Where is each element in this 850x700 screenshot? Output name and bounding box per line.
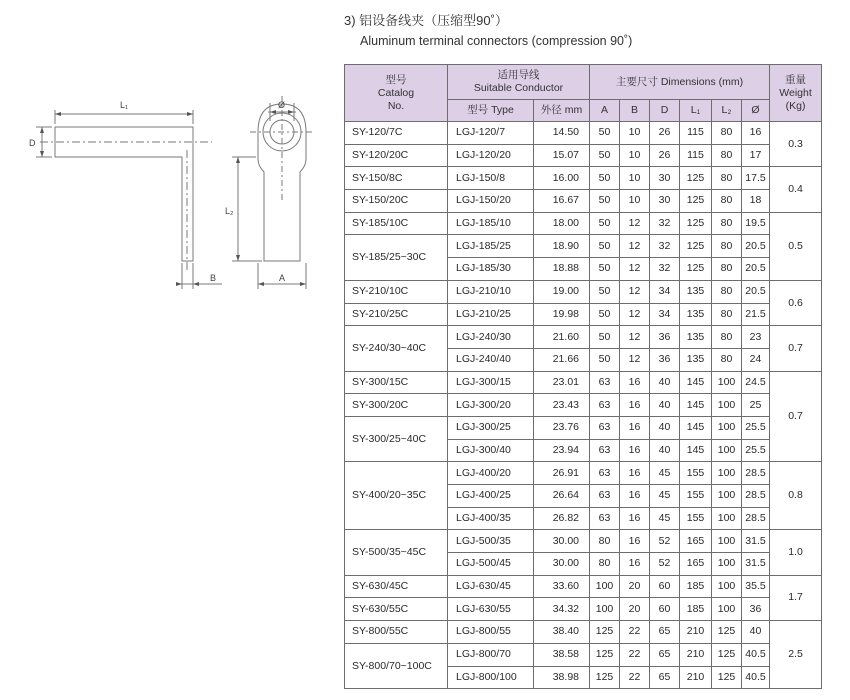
cell-od: 33.60 bbox=[534, 575, 590, 598]
cell-l2: 80 bbox=[712, 348, 742, 371]
cell-l1: 125 bbox=[680, 235, 712, 258]
cell-a: 50 bbox=[590, 235, 620, 258]
cell-l2: 80 bbox=[712, 326, 742, 349]
cell-l2: 100 bbox=[712, 598, 742, 621]
cell-d: 60 bbox=[650, 575, 680, 598]
header-dimensions: 主要尺寸 Dimensions (mm) bbox=[590, 65, 770, 100]
spec-table bbox=[344, 64, 822, 689]
cell-d: 26 bbox=[650, 144, 680, 167]
cell-phi: 28.5 bbox=[742, 507, 770, 530]
cell-od: 21.60 bbox=[534, 326, 590, 349]
cell-weight: 1.7 bbox=[770, 575, 822, 620]
cell-catalog: SY-300/25~40C bbox=[345, 416, 448, 461]
cell-catalog: SY-400/20~35C bbox=[345, 462, 448, 530]
cell-l2: 80 bbox=[712, 167, 742, 190]
cell-phi: 36 bbox=[742, 598, 770, 621]
table-row bbox=[345, 598, 822, 621]
header-weight: 重量 Weight (Kg) bbox=[770, 65, 822, 122]
cell-catalog: SY-500/35~45C bbox=[345, 530, 448, 575]
cell-phi: 20.5 bbox=[742, 258, 770, 281]
cell-phi: 17 bbox=[742, 144, 770, 167]
cell-phi: 35.5 bbox=[742, 575, 770, 598]
cell-phi: 31.5 bbox=[742, 530, 770, 553]
cell-phi: 40 bbox=[742, 621, 770, 644]
cell-b: 16 bbox=[620, 394, 650, 417]
cell-type: LGJ-185/25 bbox=[448, 235, 534, 258]
header-od: 外径 mm bbox=[534, 100, 590, 122]
table-row bbox=[345, 280, 822, 303]
cell-d: 34 bbox=[650, 280, 680, 303]
cell-l2: 125 bbox=[712, 621, 742, 644]
cell-catalog: SY-185/10C bbox=[345, 212, 448, 235]
cell-l2: 100 bbox=[712, 462, 742, 485]
cell-a: 63 bbox=[590, 485, 620, 508]
cell-l1: 145 bbox=[680, 371, 712, 394]
cell-d: 30 bbox=[650, 190, 680, 213]
cell-catalog: SY-800/55C bbox=[345, 621, 448, 644]
cell-a: 125 bbox=[590, 666, 620, 689]
cell-b: 12 bbox=[620, 258, 650, 281]
cell-weight: 2.5 bbox=[770, 621, 822, 689]
cell-a: 63 bbox=[590, 394, 620, 417]
cell-a: 63 bbox=[590, 416, 620, 439]
cell-phi: 21.5 bbox=[742, 303, 770, 326]
cell-l1: 135 bbox=[680, 280, 712, 303]
cell-a: 63 bbox=[590, 507, 620, 530]
cell-b: 16 bbox=[620, 553, 650, 576]
cell-phi: 16 bbox=[742, 122, 770, 145]
cell-a: 50 bbox=[590, 326, 620, 349]
table-body bbox=[345, 122, 822, 689]
cell-type: LGJ-800/70 bbox=[448, 643, 534, 666]
cell-l2: 100 bbox=[712, 530, 742, 553]
cell-l1: 210 bbox=[680, 666, 712, 689]
label-b: B bbox=[210, 273, 217, 283]
cell-l2: 100 bbox=[712, 485, 742, 508]
cell-a: 80 bbox=[590, 530, 620, 553]
table-row bbox=[345, 144, 822, 167]
cell-a: 63 bbox=[590, 439, 620, 462]
cell-type: LGJ-210/10 bbox=[448, 280, 534, 303]
cell-l2: 100 bbox=[712, 553, 742, 576]
cell-type: LGJ-210/25 bbox=[448, 303, 534, 326]
cell-l2: 100 bbox=[712, 394, 742, 417]
cell-od: 23.01 bbox=[534, 371, 590, 394]
cell-od: 21.66 bbox=[534, 348, 590, 371]
cell-l1: 115 bbox=[680, 144, 712, 167]
cell-d: 45 bbox=[650, 507, 680, 530]
connector-dimension-drawing bbox=[0, 0, 340, 300]
cell-d: 40 bbox=[650, 416, 680, 439]
cell-l1: 165 bbox=[680, 530, 712, 553]
cell-l1: 210 bbox=[680, 621, 712, 644]
table-row bbox=[345, 303, 822, 326]
cell-od: 23.76 bbox=[534, 416, 590, 439]
cell-d: 34 bbox=[650, 303, 680, 326]
cell-catalog: SY-150/20C bbox=[345, 190, 448, 213]
cell-d: 40 bbox=[650, 371, 680, 394]
cell-d: 65 bbox=[650, 643, 680, 666]
cell-b: 22 bbox=[620, 643, 650, 666]
cell-type: LGJ-500/35 bbox=[448, 530, 534, 553]
cell-od: 16.67 bbox=[534, 190, 590, 213]
cell-d: 32 bbox=[650, 258, 680, 281]
cell-phi: 40.5 bbox=[742, 666, 770, 689]
cell-a: 125 bbox=[590, 643, 620, 666]
cell-type: LGJ-150/8 bbox=[448, 167, 534, 190]
cell-a: 50 bbox=[590, 348, 620, 371]
cell-l1: 155 bbox=[680, 485, 712, 508]
cell-od: 23.94 bbox=[534, 439, 590, 462]
cell-l2: 80 bbox=[712, 212, 742, 235]
cell-b: 10 bbox=[620, 122, 650, 145]
cell-b: 12 bbox=[620, 348, 650, 371]
cell-b: 16 bbox=[620, 462, 650, 485]
cell-phi: 25.5 bbox=[742, 439, 770, 462]
table-row bbox=[345, 621, 822, 644]
cell-b: 12 bbox=[620, 303, 650, 326]
cell-phi: 17.5 bbox=[742, 167, 770, 190]
cell-b: 16 bbox=[620, 371, 650, 394]
cell-type: LGJ-150/20 bbox=[448, 190, 534, 213]
cell-b: 20 bbox=[620, 598, 650, 621]
cell-b: 10 bbox=[620, 144, 650, 167]
table-row bbox=[345, 167, 822, 190]
cell-d: 36 bbox=[650, 326, 680, 349]
cell-weight: 0.4 bbox=[770, 167, 822, 212]
cell-type: LGJ-185/10 bbox=[448, 212, 534, 235]
cell-type: LGJ-240/40 bbox=[448, 348, 534, 371]
cell-weight: 0.6 bbox=[770, 280, 822, 325]
cell-catalog: SY-210/10C bbox=[345, 280, 448, 303]
cell-od: 26.91 bbox=[534, 462, 590, 485]
header-phi: Ø bbox=[742, 100, 770, 122]
cell-l1: 125 bbox=[680, 212, 712, 235]
cell-l1: 115 bbox=[680, 122, 712, 145]
table-row bbox=[345, 643, 822, 666]
cell-b: 12 bbox=[620, 212, 650, 235]
cell-b: 16 bbox=[620, 485, 650, 508]
cell-b: 12 bbox=[620, 280, 650, 303]
cell-b: 12 bbox=[620, 235, 650, 258]
cell-l1: 155 bbox=[680, 462, 712, 485]
cell-a: 125 bbox=[590, 621, 620, 644]
label-d: D bbox=[29, 138, 36, 148]
cell-type: LGJ-300/20 bbox=[448, 394, 534, 417]
cell-l2: 100 bbox=[712, 416, 742, 439]
table-row bbox=[345, 530, 822, 553]
cell-b: 16 bbox=[620, 530, 650, 553]
cell-l2: 80 bbox=[712, 303, 742, 326]
cell-phi: 24 bbox=[742, 348, 770, 371]
cell-od: 26.82 bbox=[534, 507, 590, 530]
header-a: A bbox=[590, 100, 620, 122]
table-row bbox=[345, 462, 822, 485]
table-row bbox=[345, 371, 822, 394]
cell-d: 52 bbox=[650, 553, 680, 576]
cell-l2: 80 bbox=[712, 190, 742, 213]
table-row bbox=[345, 326, 822, 349]
cell-od: 15.07 bbox=[534, 144, 590, 167]
cell-weight: 0.7 bbox=[770, 326, 822, 371]
cell-d: 40 bbox=[650, 394, 680, 417]
cell-od: 38.58 bbox=[534, 643, 590, 666]
cell-phi: 20.5 bbox=[742, 280, 770, 303]
cell-b: 20 bbox=[620, 575, 650, 598]
cell-l1: 125 bbox=[680, 167, 712, 190]
cell-l1: 135 bbox=[680, 348, 712, 371]
cell-d: 30 bbox=[650, 167, 680, 190]
cell-type: LGJ-630/55 bbox=[448, 598, 534, 621]
cell-d: 45 bbox=[650, 462, 680, 485]
cell-catalog: SY-210/25C bbox=[345, 303, 448, 326]
cell-l2: 80 bbox=[712, 280, 742, 303]
cell-catalog: SY-185/25~30C bbox=[345, 235, 448, 280]
cell-b: 12 bbox=[620, 326, 650, 349]
cell-b: 16 bbox=[620, 416, 650, 439]
cell-weight: 1.0 bbox=[770, 530, 822, 575]
cell-a: 50 bbox=[590, 167, 620, 190]
cell-b: 22 bbox=[620, 621, 650, 644]
cell-b: 16 bbox=[620, 507, 650, 530]
label-l2: L₂ bbox=[225, 206, 234, 216]
cell-type: LGJ-120/20 bbox=[448, 144, 534, 167]
cell-type: LGJ-400/35 bbox=[448, 507, 534, 530]
cell-d: 40 bbox=[650, 439, 680, 462]
cell-catalog: SY-800/70~100C bbox=[345, 643, 448, 688]
cell-od: 18.00 bbox=[534, 212, 590, 235]
table-row bbox=[345, 416, 822, 439]
cell-b: 22 bbox=[620, 666, 650, 689]
label-a: A bbox=[279, 273, 286, 283]
cell-phi: 18 bbox=[742, 190, 770, 213]
cell-b: 10 bbox=[620, 190, 650, 213]
cell-a: 80 bbox=[590, 553, 620, 576]
cell-type: LGJ-240/30 bbox=[448, 326, 534, 349]
cell-l1: 135 bbox=[680, 303, 712, 326]
cell-type: LGJ-300/25 bbox=[448, 416, 534, 439]
cell-d: 36 bbox=[650, 348, 680, 371]
cell-phi: 25.5 bbox=[742, 416, 770, 439]
header-conductor: 适用导线 Suitable Conductor bbox=[448, 65, 590, 100]
cell-l1: 125 bbox=[680, 190, 712, 213]
cell-l1: 145 bbox=[680, 439, 712, 462]
cell-od: 38.98 bbox=[534, 666, 590, 689]
cell-phi: 23 bbox=[742, 326, 770, 349]
cell-od: 30.00 bbox=[534, 530, 590, 553]
cell-catalog: SY-300/15C bbox=[345, 371, 448, 394]
cell-l2: 125 bbox=[712, 643, 742, 666]
cell-type: LGJ-120/7 bbox=[448, 122, 534, 145]
cell-od: 18.90 bbox=[534, 235, 590, 258]
cell-l1: 135 bbox=[680, 326, 712, 349]
cell-catalog: SY-630/45C bbox=[345, 575, 448, 598]
cell-type: LGJ-185/30 bbox=[448, 258, 534, 281]
cell-l2: 100 bbox=[712, 507, 742, 530]
cell-a: 50 bbox=[590, 303, 620, 326]
cell-d: 52 bbox=[650, 530, 680, 553]
header-l1: L₁ bbox=[680, 100, 712, 122]
cell-type: LGJ-800/55 bbox=[448, 621, 534, 644]
cell-d: 65 bbox=[650, 621, 680, 644]
cell-d: 60 bbox=[650, 598, 680, 621]
cell-l2: 80 bbox=[712, 122, 742, 145]
cell-type: LGJ-800/100 bbox=[448, 666, 534, 689]
cell-type: LGJ-300/15 bbox=[448, 371, 534, 394]
cell-catalog: SY-150/8C bbox=[345, 167, 448, 190]
cell-catalog: SY-630/55C bbox=[345, 598, 448, 621]
cell-od: 30.00 bbox=[534, 553, 590, 576]
cell-l1: 165 bbox=[680, 553, 712, 576]
cell-d: 32 bbox=[650, 235, 680, 258]
cell-weight: 0.3 bbox=[770, 122, 822, 167]
label-phi: Ø bbox=[278, 100, 286, 110]
cell-phi: 40.5 bbox=[742, 643, 770, 666]
cell-od: 19.00 bbox=[534, 280, 590, 303]
cell-phi: 28.5 bbox=[742, 462, 770, 485]
cell-l1: 145 bbox=[680, 416, 712, 439]
cell-l2: 100 bbox=[712, 371, 742, 394]
cell-l2: 100 bbox=[712, 439, 742, 462]
cell-catalog: SY-120/7C bbox=[345, 122, 448, 145]
cell-weight: 0.7 bbox=[770, 371, 822, 462]
cell-a: 63 bbox=[590, 462, 620, 485]
cell-phi: 24.5 bbox=[742, 371, 770, 394]
header-d: D bbox=[650, 100, 680, 122]
label-l1: L₁ bbox=[120, 100, 129, 110]
cell-type: LGJ-630/45 bbox=[448, 575, 534, 598]
cell-type: LGJ-400/20 bbox=[448, 462, 534, 485]
cell-type: LGJ-300/40 bbox=[448, 439, 534, 462]
cell-a: 50 bbox=[590, 144, 620, 167]
cell-l2: 80 bbox=[712, 258, 742, 281]
table-row bbox=[345, 212, 822, 235]
header-type: 型号 Type bbox=[448, 100, 534, 122]
header-b: B bbox=[620, 100, 650, 122]
cell-a: 50 bbox=[590, 190, 620, 213]
header-l2: L₂ bbox=[712, 100, 742, 122]
cell-l1: 125 bbox=[680, 258, 712, 281]
cell-l1: 155 bbox=[680, 507, 712, 530]
cell-a: 100 bbox=[590, 575, 620, 598]
cell-a: 50 bbox=[590, 258, 620, 281]
cell-d: 26 bbox=[650, 122, 680, 145]
page-subtitle: Aluminum terminal connectors (compression 90˚) bbox=[360, 34, 633, 48]
cell-a: 63 bbox=[590, 371, 620, 394]
cell-phi: 20.5 bbox=[742, 235, 770, 258]
cell-phi: 19.5 bbox=[742, 212, 770, 235]
cell-od: 16.00 bbox=[534, 167, 590, 190]
cell-d: 65 bbox=[650, 666, 680, 689]
cell-weight: 0.8 bbox=[770, 462, 822, 530]
cell-od: 26.64 bbox=[534, 485, 590, 508]
cell-a: 100 bbox=[590, 598, 620, 621]
cell-l1: 185 bbox=[680, 598, 712, 621]
cell-od: 14.50 bbox=[534, 122, 590, 145]
cell-type: LGJ-500/45 bbox=[448, 553, 534, 576]
table-row bbox=[345, 235, 822, 258]
cell-l2: 80 bbox=[712, 235, 742, 258]
cell-l1: 145 bbox=[680, 394, 712, 417]
cell-od: 34.32 bbox=[534, 598, 590, 621]
cell-b: 10 bbox=[620, 167, 650, 190]
header-catalog: 型号 Catalog No. bbox=[345, 65, 448, 122]
cell-a: 50 bbox=[590, 280, 620, 303]
table-row bbox=[345, 122, 822, 145]
cell-a: 50 bbox=[590, 212, 620, 235]
cell-catalog: SY-120/20C bbox=[345, 144, 448, 167]
cell-od: 23.43 bbox=[534, 394, 590, 417]
cell-catalog: SY-300/20C bbox=[345, 394, 448, 417]
cell-l2: 80 bbox=[712, 144, 742, 167]
cell-weight: 0.5 bbox=[770, 212, 822, 280]
cell-b: 16 bbox=[620, 439, 650, 462]
cell-d: 45 bbox=[650, 485, 680, 508]
cell-phi: 25 bbox=[742, 394, 770, 417]
cell-l1: 185 bbox=[680, 575, 712, 598]
table-row bbox=[345, 190, 822, 213]
cell-od: 38.40 bbox=[534, 621, 590, 644]
cell-phi: 28.5 bbox=[742, 485, 770, 508]
cell-type: LGJ-400/25 bbox=[448, 485, 534, 508]
cell-catalog: SY-240/30~40C bbox=[345, 326, 448, 371]
cell-l2: 125 bbox=[712, 666, 742, 689]
cell-od: 19.98 bbox=[534, 303, 590, 326]
table-row bbox=[345, 394, 822, 417]
page-title: 3) 铝设备线夹（压缩型90˚） bbox=[344, 13, 508, 28]
cell-d: 32 bbox=[650, 212, 680, 235]
cell-l1: 210 bbox=[680, 643, 712, 666]
cell-l2: 100 bbox=[712, 575, 742, 598]
cell-od: 18.88 bbox=[534, 258, 590, 281]
table-row bbox=[345, 575, 822, 598]
cell-phi: 31.5 bbox=[742, 553, 770, 576]
cell-a: 50 bbox=[590, 122, 620, 145]
